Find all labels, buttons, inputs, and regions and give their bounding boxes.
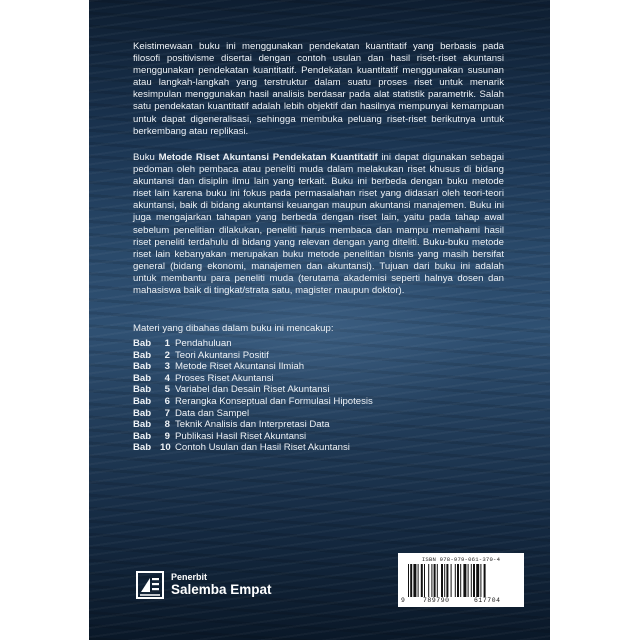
description-paragraph-2 — [133, 152, 504, 297]
chapter-label: Bab — [133, 384, 152, 396]
chapter-number: 4 — [164, 372, 170, 384]
chapter-label: Bab — [133, 361, 152, 373]
chapter-number: 6 — [164, 395, 170, 407]
chapter-label: Bab — [133, 407, 152, 419]
chapter-number: 8 — [164, 419, 170, 431]
publisher-name: Salemba Empat — [171, 582, 272, 597]
description-paragraph-1: Keistimewaan buku ini menggunakan pendekatan kuantitatif yang berbasis pada filosofi positivisme disertai dengan contoh usulan dan hasil riset-riset akuntansi menggunakan pendekatan kuantitatif. Pendekatan kuantitatif menggunakan susunan atau langkah-langkah yang terstruktur dalam suatu proses riset untuk menarik kesimpulan menggunakan hasil analisis berdasar pada alat statistik parametrik. Salah satu pendekatan kuantitatif adalah lebih objektif dan hasilnya mempunyai kemampuan untuk dapat digeneralisasi, sehingga membuka peluang riset-riset berikutnya untuk berkembang atau replikasi. — [133, 41, 504, 137]
chapter-number: 3 — [164, 361, 170, 373]
publisher-label: Penerbit — [171, 572, 208, 582]
chapter-label: Bab — [133, 442, 152, 454]
chapter-title: Publikasi Hasil Riset Akuntansi — [175, 430, 307, 442]
chapter-label: Bab — [133, 419, 152, 431]
chapter-title: Rerangka Konseptual dan Formulasi Hipotesis — [175, 395, 373, 407]
book-back-cover — [89, 0, 550, 640]
chapter-title: Teori Akuntansi Positif — [175, 349, 269, 361]
chapter-title: Metode Riset Akuntansi Ilmiah — [175, 361, 305, 373]
chapter-label: Bab — [133, 395, 152, 407]
publisher-logo-icon — [136, 571, 164, 599]
chapter-title: Data dan Sampel — [175, 407, 250, 419]
chapter-number: 7 — [164, 407, 170, 419]
chapter-title: Contoh Usulan dan Hasil Riset Akuntansi — [175, 442, 350, 454]
chapter-title: Pendahuluan — [175, 338, 232, 349]
chapter-label: Bab — [133, 372, 152, 384]
isbn-barcode — [398, 553, 524, 607]
chapter-number: 10 — [160, 442, 171, 454]
barcode-lead-digit: 9 — [401, 597, 405, 604]
chapter-title: Proses Riset Akuntansi — [175, 372, 274, 384]
barcode-digits-right: 617704 — [474, 597, 501, 604]
paragraph-2-prefix: Buku — [133, 152, 159, 163]
barcode-bars-icon — [408, 564, 518, 597]
chapter-number: 1 — [164, 338, 170, 349]
book-title-inline: Metode Riset Akuntansi Pendekatan Kuantitatif — [158, 152, 378, 163]
isbn-text: ISBN 978-979-061-370-4 — [421, 556, 501, 563]
barcode-digits-left: 789790 — [423, 597, 450, 604]
chapter-label: Bab — [133, 338, 152, 349]
chapter-number: 9 — [164, 430, 170, 442]
chapter-title: Teknik Analisis dan Interpretasi Data — [175, 419, 330, 431]
chapter-title: Variabel dan Desain Riset Akuntansi — [175, 384, 330, 396]
paragraph-2-body: ini dapat digunakan sebagai pedoman oleh pembaca atau peneliti muda dalam melakukan riset khusus di bidang akuntansi dan disiplin ilmu lain yang terkait. Buku ini berbeda dengan buku metode riset lain karena buku ini fokus pada permasalahan riset yang didasari oleh teori-teori akuntansi, baik di bidang akuntansi keuangan maupun akuntansi manajemen. Buku ini juga mengajarkan tahapan yang berbeda dengan riset lain, yaitu pada tahap awal sebelum penelitian dilakukan, peneliti harus membaca dan mampu memahami hasil riset peneliti terdahulu di bidang yang relevan dengan yang diteliti. Buku-buku metode riset lain kebanyakan merupakan buku metode penelitian bisnis yang masih bersifat general (bidang ekonomi, manajemen dan akuntansi). Tujuan dari buku ini adalah untuk membantu para peneliti muda (terutama akademisi seperti halnya dosen dan mahasiswa baik di tingkat/strata satu, magister maupun doktor). — [133, 152, 504, 297]
chapter-number: 5 — [164, 384, 170, 396]
chapter-number: 2 — [164, 349, 170, 361]
chapters-intro: Materi yang dibahas dalam buku ini mencakup: — [133, 323, 334, 334]
chapter-label: Bab — [133, 430, 152, 442]
chapter-label: Bab — [133, 349, 152, 361]
publisher-logo — [136, 571, 366, 599]
